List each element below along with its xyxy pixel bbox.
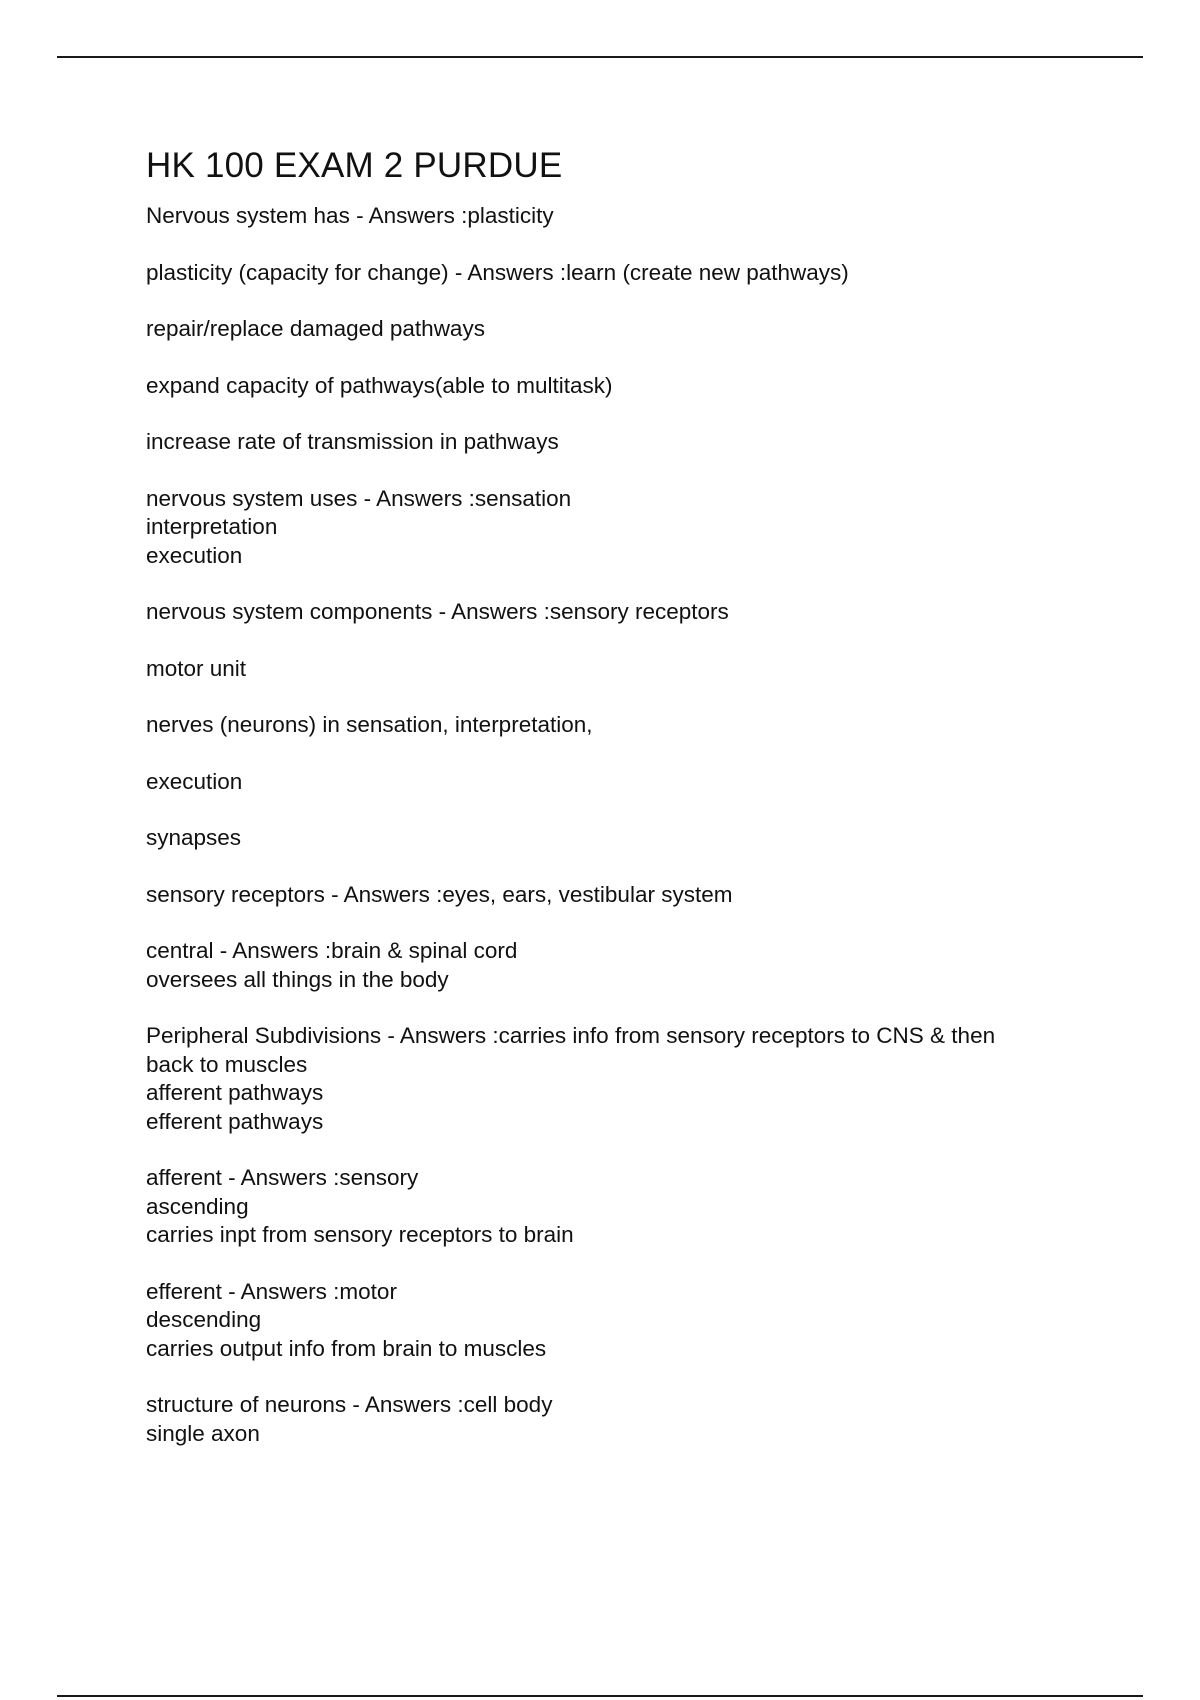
entry-line: Peripheral Subdivisions - Answers :carries info from sensory receptors to CNS & then [146,1023,996,1048]
entry-line: efferent - Answers :motor [146,1278,397,1304]
entry-line: motor unit [146,655,247,681]
entry-line: oversees all things in the body [146,966,449,992]
document-body [146,140,1086,1476]
flashcard-entry [146,1391,1086,1448]
entry-line: sensory receptors - Answers :eyes, ears, vestibular system [146,881,733,907]
top-divider [57,56,1143,58]
flashcard-entry [146,1164,1086,1250]
entry-line: single axon [146,1420,260,1446]
entry-line: plasticity (capacity for change) - Answers :learn (create new pathways) [146,259,849,285]
entry-line: descending [146,1307,262,1332]
entry-line: repair/replace damaged pathways [146,316,485,341]
entry-line: Nervous system has - Answers :plasticity [146,203,554,228]
entry-line: efferent pathways [146,1108,324,1134]
flashcard-entry [146,881,1086,910]
entry-line: execution [146,542,243,568]
entry-line: nervous system components - Answers :sensory receptors [146,599,729,624]
flashcard-entry [146,372,1086,401]
entry-line: back to muscles [146,1051,308,1077]
flashcard-entry [146,598,1086,627]
entry-line: nerves (neurons) in sensation, interpretation, [146,712,593,737]
entry-line: nervous system uses - Answers :sensation [146,485,572,511]
flashcard-entry [146,428,1086,457]
flashcard-entry [146,768,1086,797]
entry-line: increase rate of transmission in pathways [146,429,559,454]
flashcard-entry [146,1022,1086,1136]
flashcard-entry [146,655,1086,684]
flashcard-entry [146,315,1086,344]
entry-line: afferent - Answers :sensory [146,1165,419,1190]
entry-line: interpretation [146,514,278,539]
flashcard-entry [146,824,1086,853]
flashcard-entry [146,711,1086,740]
entry-line: execution [146,768,243,794]
entry-line: central - Answers :brain & spinal cord [146,938,518,963]
bottom-divider [57,1695,1143,1697]
entry-list [146,202,1086,1448]
entry-line: afferent pathways [146,1080,324,1105]
flashcard-entry [146,485,1086,571]
entry-line: carries output info from brain to muscles [146,1335,547,1361]
document-title: HK 100 EXAM 2 PURDUE [146,146,563,185]
entry-line: carries inpt from sensory receptors to brain [146,1222,574,1247]
entry-line: expand capacity of pathways(able to multitask) [146,372,613,398]
flashcard-entry [146,259,1086,288]
entry-line: ascending [146,1193,249,1219]
flashcard-entry [146,202,1086,231]
entry-line: structure of neurons - Answers :cell body [146,1392,553,1417]
flashcard-entry [146,937,1086,994]
flashcard-entry [146,1278,1086,1364]
entry-line: synapses [146,825,242,850]
